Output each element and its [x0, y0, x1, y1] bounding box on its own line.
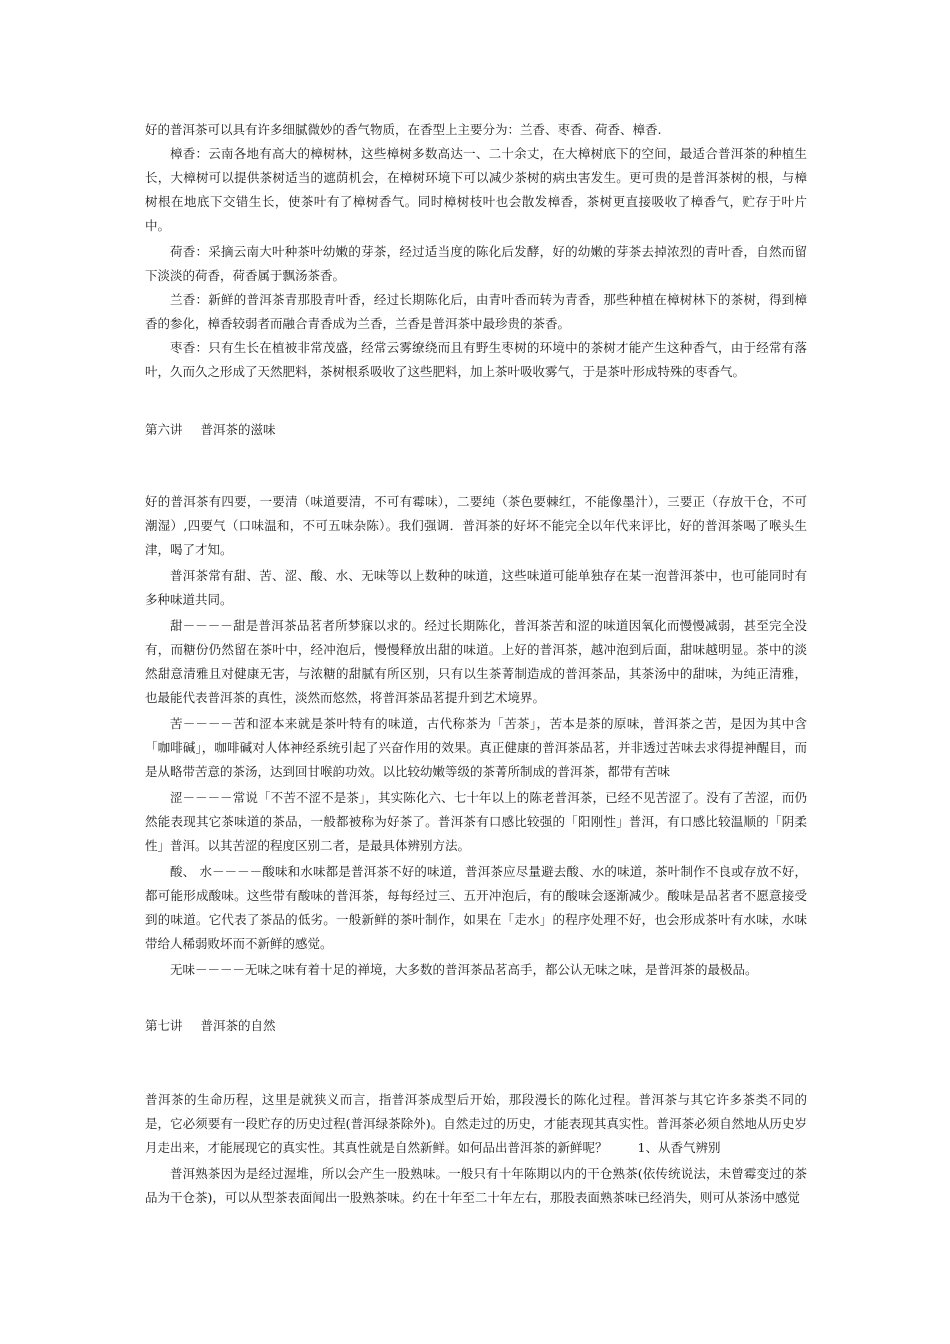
paragraph-nature-intro [145, 1088, 807, 1160]
section-number: 第六讲 [145, 422, 183, 437]
section-heading-7 [145, 1016, 276, 1036]
paragraph-bitter-taste: 苦－－－－苦和涩本来就是茶叶特有的味道，古代称茶为「苦茶」，苦本是茶的原味，普洱茶之苦，是因为其中含「咖啡碱」，咖啡碱对人体神经系统引起了兴奋作用的效果。真正健康的普洱茶品茗，并非透过苦味去求得提神醒目，而是从略带苦意的茶汤，达到回甘喉韵功效。以比较幼嫩等级的茶菁所制成的普洱茶，都带有苦味 [145, 716, 807, 779]
nature-intro-text: 普洱茶的生命历程，这里是就狭义而言，指普洱茶成型后开始，那段漫长的陈化过程。普洱茶与其它许多茶类不同的是，它必须要有一段贮存的历史过程(普洱绿茶除外)。自然走过的历史，才能表现其真实性。普洱茶必须自然地从历史岁月走出来，才能展现它的真实性。其真性就是自然新鲜。如何品出普洱茶的新鲜呢？ [145, 1092, 807, 1155]
paragraph-sour-water-taste: 酸、 水－－－－酸味和水味都是普洱茶不好的味道，普洱茶应尽量避去酸、水的味道，茶叶制作不良或存放不好，都可能形成酸味。这些带有酸味的普洱茶，每每经过三、五开冲泡后，有的酸味会逐渐减少。酸味是品茗者不愿意接受到的味道。它代表了茶品的低劣。一般新鲜的茶叶制作，如果在「走水」的程序处理不好，也会形成茶叶有水味，水味带给人稀弱败坏而不新鲜的感觉。 [145, 864, 807, 951]
paragraph-astringent-taste: 涩－－－－常说「不苦不涩不是茶」，其实陈化六、七十年以上的陈老普洱茶，已经不见苦涩了。没有了苦涩，而仍然能表现其它茶味道的茶品，一般都被称为好茶了。普洱茶有口感比较强的「阳刚性」普洱，有口感比较温顺的「阴柔性」普洱。以其苦涩的程度区别二者，是最具体辨别方法。 [145, 790, 807, 853]
paragraph-camphor-aroma: 樟香：云南各地有高大的樟树林，这些樟树多数高达一、二十余丈，在大樟树底下的空间，最适合普洱茶的种植生长，大樟树可以提供茶树适当的遮荫机会，在樟树环境下可以减少茶树的病虫害发生。更可贵的是普洱茶树的根，与樟树根在地底下交错生长，使茶叶有了樟树香气。同时樟树枝叶也会散发樟香，茶树更直接吸收了樟香气，贮存于叶片中。 [145, 146, 807, 233]
paragraph-lotus-aroma: 荷香：采摘云南大叶种茶叶幼嫩的芽茶，经过适当度的陈化后发酵，好的幼嫩的芽茶去掉浓烈的青叶香，自然而留下淡淡的荷香，荷香属于飘汤茶香。 [145, 244, 807, 283]
paragraph-taste-intro: 好的普洱茶有四要，一要清（味道要清，不可有霉味），二要纯（茶色要棘红，不能像墨汁），三要正（存放干仓，不可潮湿）,四要气（口味温和，不可五味杂陈）。我们强调．普洱茶的好坏不能完全以年代来评比，好的普洱茶喝了喉头生津，喝了才知。 [145, 494, 807, 557]
section-title: 普洱茶的自然 [200, 1018, 276, 1033]
paragraph-taste-kinds: 普洱茶常有甜、苦、涩、酸、水、无味等以上数种的味道，这些味道可能单独存在某一泡普洱茶中，也可能同时有多种味道共同。 [145, 568, 807, 607]
paragraph-ripe-tea: 普洱熟茶因为是经过渥堆，所以会产生一股熟味。一般只有十年陈期以内的干仓熟茶(依传统说法，未曾霉变过的茶品为干仓茶)，可以从型茶表面闻出一股熟茶味。约在十年至二十年左右，那股表面熟茶味已经消失，则可从茶汤中感觉 [145, 1166, 807, 1205]
paragraph-orchid-aroma: 兰香：新鲜的普洱茶青那股青叶香，经过长期陈化后，由青叶香而转为青香，那些种植在樟树林下的茶树，得到樟香的参化，樟香较弱者而融合青香成为兰香，兰香是普洱茶中最珍贵的茶香。 [145, 292, 807, 331]
nature-subheading: 1、从香气辨别 [637, 1140, 721, 1155]
paragraph-sweet-taste: 甜－－－－甜是普洱茶品茗者所梦寐以求的。经过长期陈化，普洱茶苦和涩的味道因氧化而慢慢减弱，甚至完全没有，而糖份仍然留在茶叶中，经冲泡后，慢慢释放出甜的味道。上好的普洱茶，越冲泡到后面，甜味越明显。茶中的淡然甜意清雅且对健康无害，与浓糖的甜腻有所区别，只有以生茶菁制造成的普洱茶品，其茶汤中的甜味，为纯正清雅，也最能代表普洱茶的真性，淡然而悠然，将普洱茶品茗提升到艺术境界。 [145, 618, 807, 705]
paragraph-aroma-intro: 好的普洱茶可以具有许多细腻微妙的香气物质，在香型上主要分为：兰香、枣香、荷香、樟香. [145, 122, 662, 137]
paragraph-jujube-aroma: 枣香：只有生长在植被非常茂盛，经常云雾缭绕而且有野生枣树的环境中的茶树才能产生这种香气，由于经常有落叶，久而久之形成了天然肥料，茶树根系吸收了这些肥料，加上茶叶吸收雾气，于是茶叶形成特殊的枣香气。 [145, 340, 807, 379]
section-title: 普洱茶的滋味 [200, 422, 276, 437]
paragraph-tasteless: 无味－－－－无味之味有着十足的禅境，大多数的普洱茶品茗高手，都公认无味之味，是普洱茶的最极品。 [170, 962, 758, 977]
section-number: 第七讲 [145, 1018, 183, 1033]
section-heading-6 [145, 420, 276, 440]
